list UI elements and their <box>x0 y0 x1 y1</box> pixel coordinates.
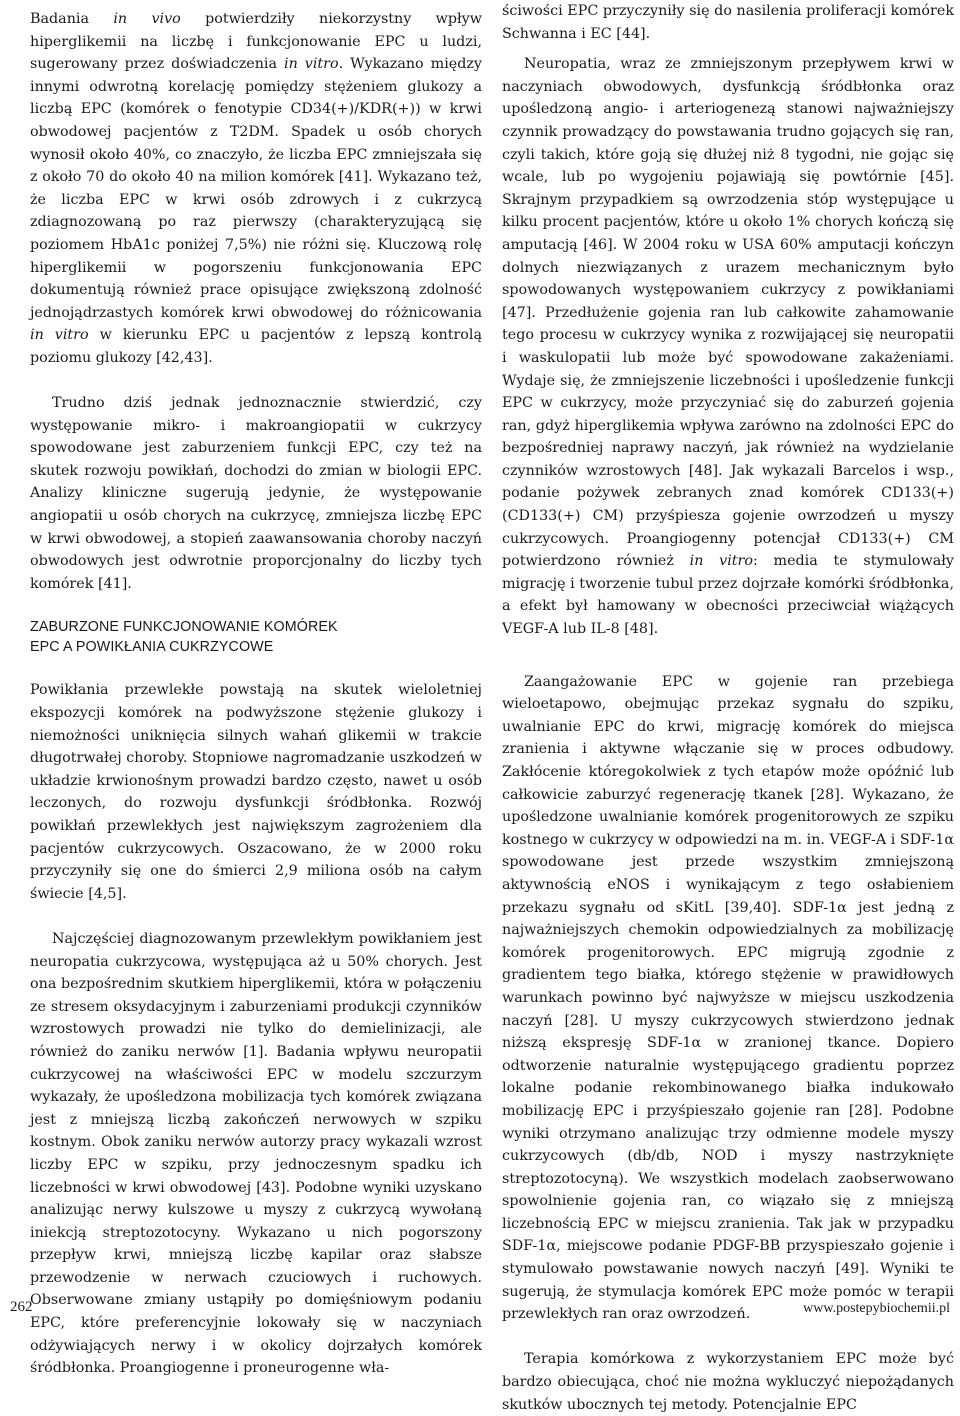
left-column <box>30 0 482 1380</box>
paragraph-angiopathy: Trudno dziś jednak jednoznacznie stwierdzić, czy występowanie mikro- i makroangiopatii w cukrzycy spowodowane jest zaburzeniem funkcji EPC, czy też na skutek rozwoju powikłań, dochodzi do zmian w biologii EPC. Analizy kliniczne sugerują jedynie, że występowanie angiopatii u osób chorych na cukrzycę, zmniejsza liczbę EPC w krwi obwodowej, a stopień zaawansowania choroby naczyń obwodowych jest odwrotnie proporcjonalny do liczby tych komórek [41]. <box>30 395 482 592</box>
paragraph-complications: Powikłania przewlekłe powstają na skutek wieloletniej ekspozycji komórek na podwyższone stężenie glukozy i niemożności uniknięcia silnych wahań glikemii w trakcie długotrwałej choroby. Stopniowe nagromadzanie uszkodzeń w układzie krwionośnym prowadzi bardzo często, nawet u osób leczonych, do rozwoju dysfunkcji śródbłonka. Rozwój powikłań przewlekłych jest największym zagrożeniem dla pacjentów cukrzycowych. Oszacowano, że w 2000 roku przyczyniły się one do śmierci 2,9 miliona osób na całym świecie [4,5]. <box>30 682 482 902</box>
paragraph-epc-engagement: Zaangażowanie EPC w gojenie ran przebiega wieloetapowo, obejmując przekaz sygnału do szpiku, uwalnianie EPC do krwi, migrację komórek do miejsca zranienia i aktywne włączanie się w proces odbudowy. Zakłócenie któregokolwiek z tych etapów może opóźnić lub całkowicie zaburzyć regenerację tkanek [28]. Wykazano, że upośledzone uwalnianie komórek progenitorowych ze szpiku kostnego w cukrzycy w odpowiedzi na m. in. VEGF-A i SDF-1α spowodowane jest przede wszystkim zmniejszoną aktywnością eNOS i wynikającym z tego osłabieniem przekazu sygnału od sKitL [39,40]. SDF-1α jest jedną z najważniejszych chemokin odpowiedzialnych za mobilizację komórek progenitorowych. EPC migrują zgodnie z gradientem tego białka, którego stężenie w prawidłowych warunkach powinno być najwyższe w miejscu uszkodzenia naczyń [28]. U myszy cukrzycowych stwierdzono jednak niższą ekspresję SDF-1α w zranionej tkance. Dopiero odtworzenie naturalnie występującego gradientu poprzez lokalne podanie rekombinowanego białka indukowało mobilizację EPC i przyśpieszało gojenie ran [28]. Podobne wyniki otrzymano analizując trzy odmienne modele myszy cukrzycowych (db/db, NOD i myszy nastrzyknięte streptozotocyną). We wszystkich modelach zaobserwowano spowolnienie gojenia ran, co wiązało się z mniejszą liczebnością EPC w miejscu zranienia. Tak jak w przypadku SDF-1α, miejscowe podanie PDGF-BB przyspieszało gojenie i stymulowało powstawanie nowych naczyń [49]. Wyniki te sugerują, że stymulacja komórek EPC może pomóc w terapii przewlekłych ran oraz owrzodzeń. <box>502 673 954 1323</box>
right-column <box>502 0 954 1416</box>
section-heading <box>30 617 482 657</box>
paragraph-schwann: ściwości EPC przyczyniły się do nasilenia proliferacji komórek Schwanna i EC [44]. <box>502 3 954 42</box>
paragraph-neuropathy: Najczęściej diagnozowanym przewlekłym powikłaniem jest neuropatia cukrzycowa, występująca aż u 50% chorych. Jest ona bezpośrednim skutkiem hiperglikemii, która w połączeniu ze stresem oksydacyjnym i zaburzeniami produkcji czynników wzrostowych prowadzi nie tylko do demielinizacji, ale również do zaniku nerwów [1]. Badania wpływu neuropatii cukrzycowej na właściwości EPC w modelu szczurzym wykazały, że upośledzona mobilizacja tych komórek związana jest z mniejszą liczbą zakończeń nerwowych w szpiku kostnym. Obok zaniku nerwów autorzy pracy wykazali wzrost liczby EPC w szpiku, przy jednoczesnym spadku ich liczebności w krwi obwodowej [43]. Podobne wyniki uzyskano analizując nerwy kulszowe u myszy z cukrzycą wywołaną iniekcją streptozotocyny. Wykazano u nich pogorszony przepływ krwi, mniejszą liczbę kapilar oraz słabsze przewodzenie w nerwach czuciowych i ruchowych. Obserwowane zmiany ustąpiły po domięśniowym podaniu EPC, które preferencyjnie lokowały się w naczyniach odżywiających nerwy i w okolicy dojrzałych komórek śródbłonka. Proangiogenne i proneurogenne wła- <box>30 930 482 1377</box>
paragraph-cell-therapy: Terapia komórkowa z wykorzystaniem EPC może być bardzo obiecująca, choć nie można wykluczyć niepożądanych skutków ubocznych tej metody. Potencjalnie EPC <box>502 1351 954 1413</box>
page-number: 262 <box>10 1299 33 1315</box>
section-heading-line1: ZABURZONE FUNKCJONOWANIE KOMÓREK <box>30 619 338 636</box>
paragraph-wound-healing: Neuropatia, wraz ze zmniejszonym przepływem krwi w naczyniach obwodowych, dysfunkcją śródbłonka oraz upośledzoną angio- i arteriogenezą stanowi najważniejszy czynnik prowadzący do powstawania trudno gojących się ran, czyli takich, które goją się dłużej niż 8 tygodni, nie gojąc się wcale, lub po wygojeniu pojawiają się powtórnie [45]. Skrajnym przypadkiem są owrzodzenia stóp występujące u kilku procent pacjentów, które u około 1% chorych kończą się amputacją [46]. W 2004 roku w USA 60% amputacji kończyn dolnych niezwiązanych z urazem mechanicznym było spowodowanych występowaniem cukrzycy z powikłaniami [47]. Przedłużenie gojenia ran lub całkowite zahamowanie tego procesu w cukrzycy wynika z rozwijającej się neuropatii i waskulopatii lub może być spowodowane zakażeniami. Wydaje się, że zmniejszenie liczebności i upośledzenie funkcji EPC w cukrzycy, może przyczyniać się do zaburzeń gojenia ran, gdyż hiperglikemia wpływa zarówno na zdolności EPC do bezpośredniej naprawy naczyń, jak również na wydzielanie czynników wzrostowych [48]. Jak wykazali Barcelos i wsp., podanie pożywek zebranych znad komórek CD133(+) (CD133(+) CM) przyśpiesza gojenie owrzodzeń u myszy cukrzycowych. Proangiogenny potencjał CD133(+) CM potwierdzono również in vitro: media te stymulowały migrację i tworzenie tubul przez dojrzałe komórki śródbłonka, a efekt był hamowany w obecności przeciwciał wiążących VEGF-A lub IL-8 [48]. <box>502 56 954 638</box>
paragraph-in-vivo: Badania in vivo potwierdziły niekorzystny wpływ hiperglikemii na liczbę i funkcjonowanie EPC u ludzi, sugerowany przez doświadczenia in vitro. Wykazano między innymi odwrotną korelację pomiędzy stężeniem glukozy a liczbą EPC (komórek o fenotypie CD34(+)/KDR(+)) w krwi obwodowej pacjentów z T2DM. Spadek u osób chorych wynosił około 40%, co znaczyło, że liczba EPC zmniejszała się z około 70 do około 40 na milion komórek [41]. Wykazano też, że liczba EPC w krwi osób zdrowych i z cukrzycą zdiagnozowaną po raz pierwszy (charakteryzującą się poziomem HbA1c poniżej 7,5%) nie różni się. Kluczową rolę hiperglikemii w pogorszeniu funkcjonowania EPC dokumentują również prace opisujące zwiększoną zdolność jednojądrzastych komórek krwi obwodowej do różnicowania in vitro w kierunku EPC u pacjentów z lepszą kontrolą poziomu glukozy [42,43]. <box>30 11 482 366</box>
journal-website: www.postepybiochemii.pl <box>803 1301 950 1316</box>
section-heading-line2: EPC A POWIKŁANIA CUKRZYCOWE <box>30 639 274 656</box>
